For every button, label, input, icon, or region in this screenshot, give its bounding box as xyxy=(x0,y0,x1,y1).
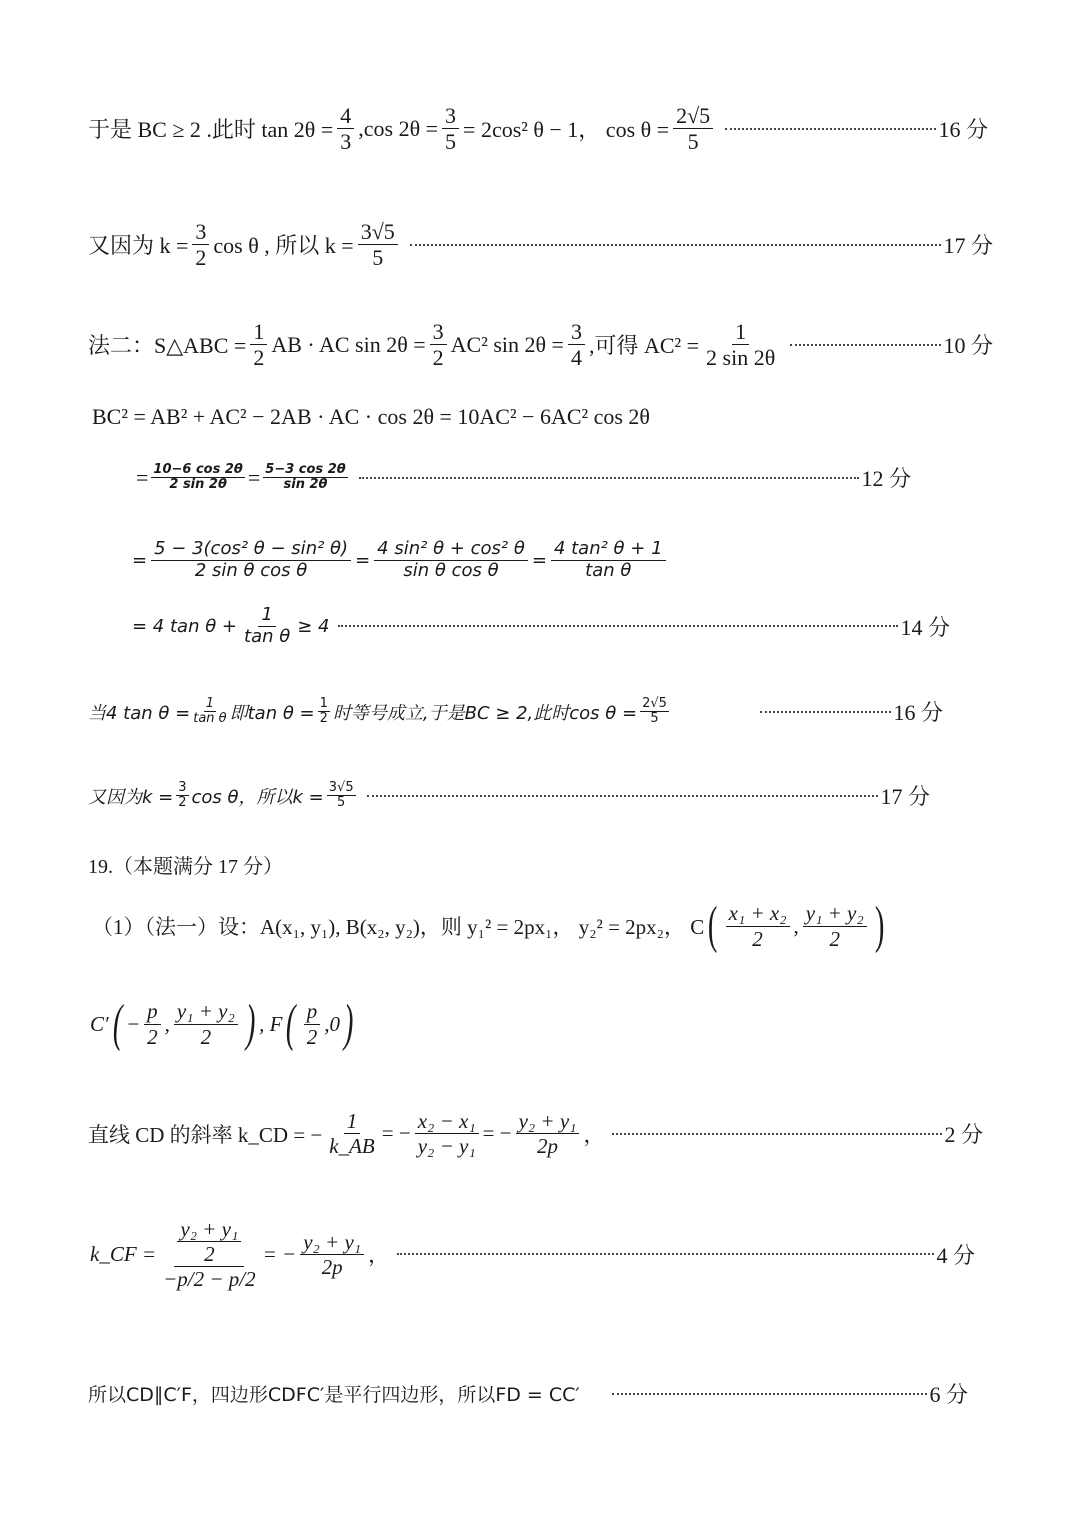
den: −p/2 − p/2 xyxy=(163,1267,256,1292)
fraction xyxy=(151,540,351,581)
line-13 xyxy=(88,1110,983,1157)
fraction xyxy=(337,104,354,153)
den: 2 xyxy=(204,1242,215,1267)
num: 1 xyxy=(250,320,267,345)
fraction xyxy=(516,1110,580,1157)
num: 4 xyxy=(337,104,354,129)
text: cos θ , 所以 k = xyxy=(213,233,354,259)
fraction xyxy=(803,902,867,949)
text: ,0 xyxy=(324,1011,341,1036)
score: 17 分 xyxy=(880,784,930,809)
text: ,cos 2θ = xyxy=(358,115,439,141)
text: C′ xyxy=(90,1011,109,1036)
fraction xyxy=(177,1218,241,1265)
fraction xyxy=(640,697,669,727)
text: 即tan θ = xyxy=(229,702,315,724)
text: = xyxy=(132,549,148,571)
leader-dots xyxy=(359,477,860,479)
den: 2 xyxy=(200,1024,212,1049)
den: 5 xyxy=(687,129,699,155)
num: 3 xyxy=(192,220,209,245)
line-11 xyxy=(92,897,888,954)
num: y₂ + y₁ xyxy=(177,1218,241,1242)
text: 所以CD∥C′F，四边形CDFC′是平行四边形，所以FD = CC′ xyxy=(88,1384,580,1406)
comma: , xyxy=(164,1011,170,1036)
fraction xyxy=(174,1000,238,1047)
question-19-heading xyxy=(88,850,283,879)
fraction xyxy=(442,104,459,153)
line-2 xyxy=(88,220,993,269)
den: 2 xyxy=(432,345,444,371)
right-paren: ) xyxy=(874,897,885,954)
right-paren: ) xyxy=(343,995,354,1052)
line-1 xyxy=(88,104,988,153)
text: = 2cos² θ − 1， cos θ = xyxy=(463,117,670,143)
fraction xyxy=(241,606,293,647)
num: 1 xyxy=(732,320,749,345)
fraction xyxy=(300,1231,364,1278)
score: 2 分 xyxy=(944,1122,983,1148)
fraction xyxy=(318,697,330,727)
num: 1 xyxy=(205,695,215,711)
den: 2 xyxy=(306,1024,318,1049)
num: 3 xyxy=(442,104,459,129)
num: y₁ + y₂ xyxy=(803,902,867,926)
leader-dots xyxy=(760,711,892,713)
text: BC² = AB² + AC² − 2AB · AC · cos 2θ = 10AC² − 6AC² cos 2θ xyxy=(92,404,650,429)
comma: ， xyxy=(368,1243,390,1268)
den: 2 xyxy=(829,926,840,951)
leader-dots xyxy=(725,128,936,130)
num: y₂ + y₁ xyxy=(516,1110,580,1134)
left-paren: ( xyxy=(286,995,296,1052)
fraction xyxy=(193,697,226,727)
right-paren: ) xyxy=(245,995,256,1052)
score: 4 分 xyxy=(936,1242,975,1268)
text: = 4 tan θ + xyxy=(132,615,238,637)
den: 5 xyxy=(372,245,384,271)
score: 14 分 xyxy=(900,614,950,640)
text: 法二：S△ABC = xyxy=(88,333,247,359)
fraction xyxy=(358,220,398,269)
text: 当4 tan θ = xyxy=(88,702,191,724)
num: 2√5 xyxy=(673,104,713,129)
fraction xyxy=(326,1110,377,1157)
den: sin 2θ xyxy=(283,477,328,492)
text: 直线 CD 的斜率 k_CD = − xyxy=(88,1122,323,1147)
den: 2 xyxy=(319,711,328,726)
num: x₂ − x₁ xyxy=(415,1110,479,1134)
fraction xyxy=(144,1000,161,1047)
num: x₁ + x₂ xyxy=(726,902,790,926)
leader-dots xyxy=(790,344,941,346)
fraction xyxy=(551,540,666,581)
score: 16 分 xyxy=(938,117,988,143)
leader-dots xyxy=(367,795,879,797)
text: , F xyxy=(259,1011,283,1036)
line-8 xyxy=(88,696,943,727)
text: 19.（本题满分 17 分） xyxy=(88,856,283,878)
compound-fraction xyxy=(160,1218,259,1290)
text: = xyxy=(355,549,371,571)
score: 10 分 xyxy=(943,333,993,359)
den: tan θ xyxy=(585,559,632,581)
leader-dots xyxy=(397,1253,934,1255)
num: p xyxy=(144,1000,161,1024)
score: 17 分 xyxy=(943,233,993,259)
fraction xyxy=(192,220,209,269)
leader-dots xyxy=(410,244,942,246)
num: 3√5 xyxy=(328,779,354,795)
num: 4 tan² θ + 1 xyxy=(551,540,666,561)
den: tan θ xyxy=(244,625,291,647)
text: 又因为 k = xyxy=(88,233,189,259)
den: 5 xyxy=(650,711,659,726)
den: 2 sin 2θ xyxy=(169,477,227,492)
den: 2p xyxy=(537,1134,559,1159)
line-6 xyxy=(132,540,670,581)
line-5 xyxy=(136,462,911,493)
leader-dots xyxy=(612,1393,928,1395)
fraction xyxy=(374,540,528,581)
text: = xyxy=(531,549,547,571)
text: − xyxy=(125,1011,141,1036)
line-9 xyxy=(88,780,930,811)
fraction xyxy=(151,463,244,493)
num: 1 xyxy=(319,695,328,711)
left-paren: ( xyxy=(112,995,123,1052)
line-4 xyxy=(92,404,650,430)
leader-dots xyxy=(612,1133,942,1135)
num: 10−6 cos 2θ xyxy=(153,461,243,477)
den: 2 xyxy=(195,245,207,271)
num: 5 − 3(cos² θ − sin² θ) xyxy=(151,540,351,561)
den: y₂ − y₁ xyxy=(417,1134,476,1159)
num: 1 xyxy=(258,606,275,627)
num: 4 sin² θ + cos² θ xyxy=(374,540,528,561)
fraction xyxy=(726,902,790,949)
num: 1 xyxy=(344,1110,361,1134)
den: 2 xyxy=(253,345,265,371)
fraction xyxy=(415,1110,479,1157)
comma: ， xyxy=(583,1122,605,1147)
den: 5 xyxy=(337,795,346,810)
num: p xyxy=(304,1000,321,1024)
num: 2√5 xyxy=(642,695,667,711)
line-14 xyxy=(90,1218,975,1290)
num: 3 xyxy=(430,320,447,345)
den: 5 xyxy=(445,129,457,155)
den: 2p xyxy=(321,1254,343,1279)
fraction xyxy=(568,320,585,369)
text: AC² sin 2θ = xyxy=(450,331,564,357)
fraction xyxy=(703,320,778,369)
den: 2 xyxy=(178,795,187,810)
text: 于是 BC ≥ 2 .此时 tan 2θ = xyxy=(88,117,334,143)
den: 2 sin θ cos θ xyxy=(194,559,308,581)
score: 12 分 xyxy=(861,466,911,491)
text: = xyxy=(136,464,149,490)
text: = xyxy=(247,464,261,490)
den: 3 xyxy=(340,129,352,155)
line-15 xyxy=(88,1378,968,1409)
fraction xyxy=(327,781,356,811)
den: 2 xyxy=(147,1024,158,1049)
fraction xyxy=(304,1000,321,1047)
line-12 xyxy=(90,995,357,1052)
den: sin θ cos θ xyxy=(403,559,499,581)
text: k_CF = xyxy=(90,1241,157,1266)
fraction xyxy=(250,320,267,369)
text: = − xyxy=(262,1241,297,1266)
den: k_AB xyxy=(329,1134,375,1159)
den: 2 sin 2θ xyxy=(706,345,776,371)
text: = − xyxy=(381,1121,411,1146)
left-paren: ( xyxy=(708,897,718,954)
num: y₁ + y₂ xyxy=(174,1000,238,1024)
num: 5−3 cos 2θ xyxy=(265,461,346,477)
fraction xyxy=(673,104,713,153)
text: ≥ 4 xyxy=(297,615,330,637)
fraction xyxy=(176,781,188,811)
leader-dots xyxy=(338,625,899,627)
num: 3 xyxy=(178,779,187,795)
text: = − xyxy=(482,1121,512,1146)
score: 6 分 xyxy=(929,1382,968,1407)
comma: , xyxy=(793,913,799,938)
num: 3√5 xyxy=(358,220,398,245)
text: 又因为k = xyxy=(88,786,174,808)
den: tan θ xyxy=(193,711,227,726)
score: 16 分 xyxy=(893,700,943,725)
num: 3 xyxy=(568,320,585,345)
text: cos θ，所以k = xyxy=(191,786,324,808)
text: （1）（法一）设：A(x₁, y₁), B(x₂, y₂)，则 y₁² = 2px₁， y₂² = 2px₂， C xyxy=(92,915,705,939)
num: y₂ + y₁ xyxy=(300,1231,364,1255)
den: 2 xyxy=(752,926,763,951)
line-3 xyxy=(88,320,993,369)
text: 时等号成立,于是BC ≥ 2,此时cos θ = xyxy=(332,702,638,724)
fraction xyxy=(263,463,347,493)
text: AB · AC sin 2θ = xyxy=(271,331,426,357)
fraction xyxy=(430,320,447,369)
text: ,可得 AC² = xyxy=(588,333,700,359)
num xyxy=(174,1218,244,1267)
den: 4 xyxy=(570,345,582,371)
line-7 xyxy=(132,606,950,647)
